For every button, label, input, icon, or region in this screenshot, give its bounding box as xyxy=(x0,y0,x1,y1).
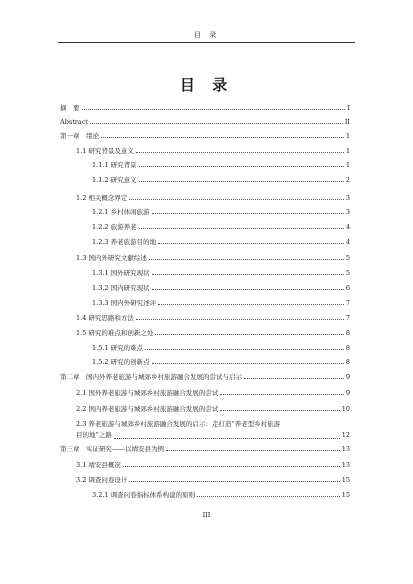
toc-entry-page: 1 xyxy=(345,147,350,155)
toc-entry-text: 1.3.2 国内研究现状 xyxy=(92,284,150,292)
toc-entry-page: 1 xyxy=(345,161,350,169)
toc-entry[interactable] xyxy=(60,373,350,381)
toc-entry-text: 第一章 绪论 xyxy=(60,132,99,140)
toc-entry[interactable] xyxy=(92,269,350,277)
toc-entry-page: 9 xyxy=(345,389,350,397)
toc-entry-text: 1.1 研究背景及意义 xyxy=(76,147,134,155)
toc-entry[interactable] xyxy=(76,194,350,202)
toc-entry-text: Abstract xyxy=(60,118,89,126)
toc-entry-page: 7 xyxy=(345,314,350,322)
dot-leader xyxy=(152,274,344,275)
toc-title: 目 录 xyxy=(179,76,234,94)
toc-entry-text: 1.5 研究的难点和创新之处 xyxy=(76,329,154,337)
toc-entry-text: 2.2 国内养老旅游与城郊乡村旅游融合发展的尝试 xyxy=(76,405,219,413)
toc-entry[interactable] xyxy=(76,147,350,155)
toc-entry-text: 2.1 国外养老旅游与城郊乡村旅游融合发展的尝试 xyxy=(76,389,219,397)
dot-leader xyxy=(139,166,344,167)
dot-leader xyxy=(82,109,346,110)
toc-entry-page: 9 xyxy=(345,373,350,381)
toc-entry[interactable] xyxy=(92,299,350,307)
toc-entry-page: I xyxy=(347,104,350,112)
dot-leader xyxy=(139,228,344,229)
toc-entry-text: 1.3.1 国外研究现状 xyxy=(92,269,150,277)
toc-entry-text: 摘 要 xyxy=(60,104,80,112)
toc-entry-page: 13 xyxy=(341,445,350,453)
toc-entry-text: 1.4 研究思路和方法 xyxy=(76,314,134,322)
dot-leader xyxy=(197,496,340,497)
toc-entry-text: 1.5.1 研究的难点 xyxy=(92,344,144,352)
toc-entry-text: 1.2.3 养老旅游目的地 xyxy=(92,238,157,246)
toc-entry-page: II xyxy=(344,118,350,126)
dot-leader xyxy=(152,363,344,364)
dot-leader xyxy=(244,378,344,379)
toc-entry-text: 2.3 养老旅游与城郊乡村旅游融合发展的启示：走打造“养老型乡村旅游 xyxy=(76,420,281,428)
toc-entry-text: 3.2.1 调查问卷指标体系构建的原则 xyxy=(92,491,196,499)
toc-entry[interactable] xyxy=(60,104,350,112)
toc-entry[interactable] xyxy=(92,208,350,216)
toc-entry-text: 1.2.1 乡村休闲旅游 xyxy=(92,208,150,216)
toc-entry[interactable] xyxy=(60,118,350,126)
toc-entry[interactable] xyxy=(92,176,350,184)
dot-leader xyxy=(123,466,340,467)
toc-entry-page: 15 xyxy=(341,476,350,484)
toc-entry-text: 1.3 国内外研究文献综述 xyxy=(76,254,147,262)
toc-entry-text: 第二章 国内外养老旅游与城郊乡村旅游融合发展的尝试与启示 xyxy=(60,373,242,381)
toc-entry[interactable] xyxy=(76,405,350,413)
dot-leader xyxy=(149,259,344,260)
toc-entry-text: 1.1.2 研究意义 xyxy=(92,176,137,184)
dot-leader xyxy=(136,152,344,153)
dot-leader xyxy=(152,289,344,290)
toc-entry[interactable] xyxy=(60,132,350,140)
toc-entry[interactable] xyxy=(92,284,350,292)
toc-entry-page: 8 xyxy=(345,329,350,337)
toc-entry[interactable] xyxy=(92,491,350,499)
toc-entry[interactable] xyxy=(76,389,350,397)
toc-entry-text-continued: 目的地”之路 xyxy=(76,431,112,439)
toc-entry[interactable] xyxy=(76,254,350,262)
toc-entry-page: 15 xyxy=(341,491,350,499)
toc-entry-page: 13 xyxy=(341,461,350,469)
running-header: 目 录 xyxy=(193,31,220,39)
dot-leader xyxy=(152,213,344,214)
toc-entry-text: 1.2.2 旅游养老 xyxy=(92,223,137,231)
dot-leader xyxy=(145,349,344,350)
toc-entry[interactable] xyxy=(76,314,350,322)
toc-entry[interactable] xyxy=(60,445,350,453)
toc-entry[interactable] xyxy=(92,358,350,366)
dot-leader xyxy=(166,450,340,451)
toc-entry-text: 3.2 调查问卷设计 xyxy=(76,476,128,484)
dot-leader xyxy=(101,137,344,138)
dot-leader xyxy=(129,481,339,482)
toc-entry-page: 3 xyxy=(345,208,350,216)
toc-entry-text: 1.2 相关概念界定 xyxy=(76,194,128,202)
toc-entry-page: 8 xyxy=(345,344,350,352)
toc-entry-page: 5 xyxy=(345,269,350,277)
toc-entry[interactable] xyxy=(76,419,350,441)
dot-leader xyxy=(220,410,339,411)
toc-entry-text: 1.3.3 国内外研究述评 xyxy=(92,299,157,307)
toc-entry[interactable] xyxy=(92,238,350,246)
toc-entry[interactable] xyxy=(76,329,350,337)
toc-entry-text: 3.1 靖安县概况 xyxy=(76,461,121,469)
dot-leader xyxy=(155,334,343,335)
toc-entry-page: 8 xyxy=(345,358,350,366)
toc-entry[interactable] xyxy=(76,461,350,469)
dot-leader xyxy=(139,181,344,182)
dot-leader xyxy=(220,394,343,395)
toc-entry-page: 2 xyxy=(345,176,350,184)
toc-entry-page: 4 xyxy=(345,223,350,231)
dot-leader xyxy=(158,243,344,244)
toc-entry[interactable] xyxy=(92,161,350,169)
dot-leader xyxy=(129,199,343,200)
page-number: III xyxy=(202,511,211,519)
toc-entry-page: 4 xyxy=(345,238,350,246)
toc-entry-page: 1 xyxy=(345,132,350,140)
toc-entry[interactable] xyxy=(76,476,350,484)
toc-entry-page: 12 xyxy=(341,431,350,439)
toc-entry-page: 6 xyxy=(345,284,350,292)
toc-entry-page: 3 xyxy=(345,194,350,202)
toc-entry[interactable] xyxy=(92,344,350,352)
toc-entry-page: 5 xyxy=(345,254,350,262)
dot-leader xyxy=(114,438,340,439)
toc-entry-page: 7 xyxy=(345,299,350,307)
toc-entry-text: 1.5.2 研究的创新点 xyxy=(92,358,150,366)
toc-entry-text: 第三章 实证研究——以靖安县为例 xyxy=(60,445,164,453)
toc-entry-text: 1.1.1 研究背景 xyxy=(92,161,137,169)
toc-entry-page: 10 xyxy=(341,405,350,413)
dot-leader xyxy=(158,304,344,305)
dot-leader xyxy=(90,123,343,124)
toc-entry[interactable] xyxy=(92,223,350,231)
dot-leader xyxy=(136,319,344,320)
